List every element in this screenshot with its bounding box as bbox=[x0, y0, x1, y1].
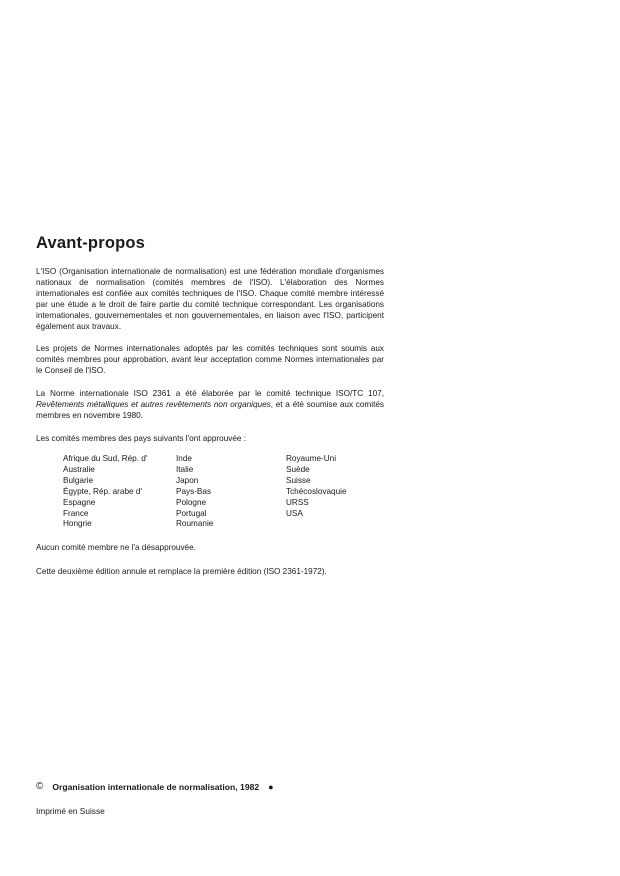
country-item: Roumanie bbox=[176, 519, 214, 529]
paragraph-approved-by: Les comités membres des pays suivants l'ont approuvée : bbox=[36, 434, 246, 443]
country-item: Portugal bbox=[176, 508, 207, 518]
country-item: Pologne bbox=[176, 497, 207, 507]
country-item: Tchécoslovaquie bbox=[286, 486, 347, 496]
country-item: Hongrie bbox=[63, 519, 92, 529]
paragraph-iso-intro: L'ISO (Organisation internationale de normalisation) est une fédération mondiale d'organismes nationaux de normalisation (comités membres de l'ISO). L'élaboration des Normes internationales est confiée aux comités techniques de l'ISO. Chaque comité membre intéressé par une étude a le droit de faire partie du comité technique correspondant. Les organisations internationales, gouvernementales et non gouvernementales, en liaison avec l'ISO, participent également aux travaux. bbox=[36, 267, 384, 332]
bullet-icon: ● bbox=[268, 781, 274, 792]
copyright-icon: © bbox=[36, 781, 44, 792]
country-item: Afrique du Sud, Rép. d' bbox=[63, 454, 148, 463]
country-item: France bbox=[63, 508, 89, 518]
country-item: Japon bbox=[176, 475, 199, 485]
country-column-3 bbox=[286, 454, 396, 530]
committee-title: Revêtements métalliques et autres revêtements non organiques bbox=[36, 400, 271, 410]
country-item: Pays-Bas bbox=[176, 486, 212, 496]
copyright-text: Organisation internationale de normalisation, 1982 bbox=[52, 781, 260, 792]
paragraph-standard-origin bbox=[36, 388, 384, 421]
paragraph-draft-standards: Les projets de Normes internationales adoptés par les comités techniques sont soumis aux comités membres pour approbation, avant leur acceptation comme Normes internationales par le Conseil de l'ISO. bbox=[36, 344, 384, 376]
country-column-1 bbox=[63, 454, 176, 530]
country-item: Australie bbox=[63, 464, 95, 474]
page-title: Avant-propos bbox=[36, 234, 146, 252]
country-item: Italie bbox=[176, 464, 194, 474]
country-column-2 bbox=[176, 454, 286, 530]
printed-in: Imprimé en Suisse bbox=[36, 806, 105, 816]
country-item: Bulgarie bbox=[63, 475, 94, 485]
copyright-line bbox=[36, 781, 274, 792]
paragraph-edition-note: Cette deuxième édition annule et remplace la première édition (ISO 2361-1972). bbox=[36, 567, 327, 576]
country-item: Égypte, Rép. arabe d' bbox=[63, 486, 142, 496]
country-item: Espagne bbox=[63, 497, 96, 507]
country-list bbox=[63, 454, 396, 530]
country-item: Suède bbox=[286, 464, 310, 474]
country-item: URSS bbox=[286, 497, 309, 507]
paragraph-standard-origin-start: La Norme internationale ISO 2361 a été élaborée par le comité technique ISO/TC 107, bbox=[36, 389, 384, 398]
country-item: Royaume-Uni bbox=[286, 454, 337, 463]
paragraph-standard-origin-end: , et a été soumise aux comités membres en novembre 1980. bbox=[36, 400, 384, 421]
paragraph-no-disapproval: Aucun comité membre ne l'a désapprouvée. bbox=[36, 543, 196, 552]
country-item: Inde bbox=[176, 454, 192, 463]
country-item: USA bbox=[286, 508, 303, 518]
country-item: Suisse bbox=[286, 475, 311, 485]
